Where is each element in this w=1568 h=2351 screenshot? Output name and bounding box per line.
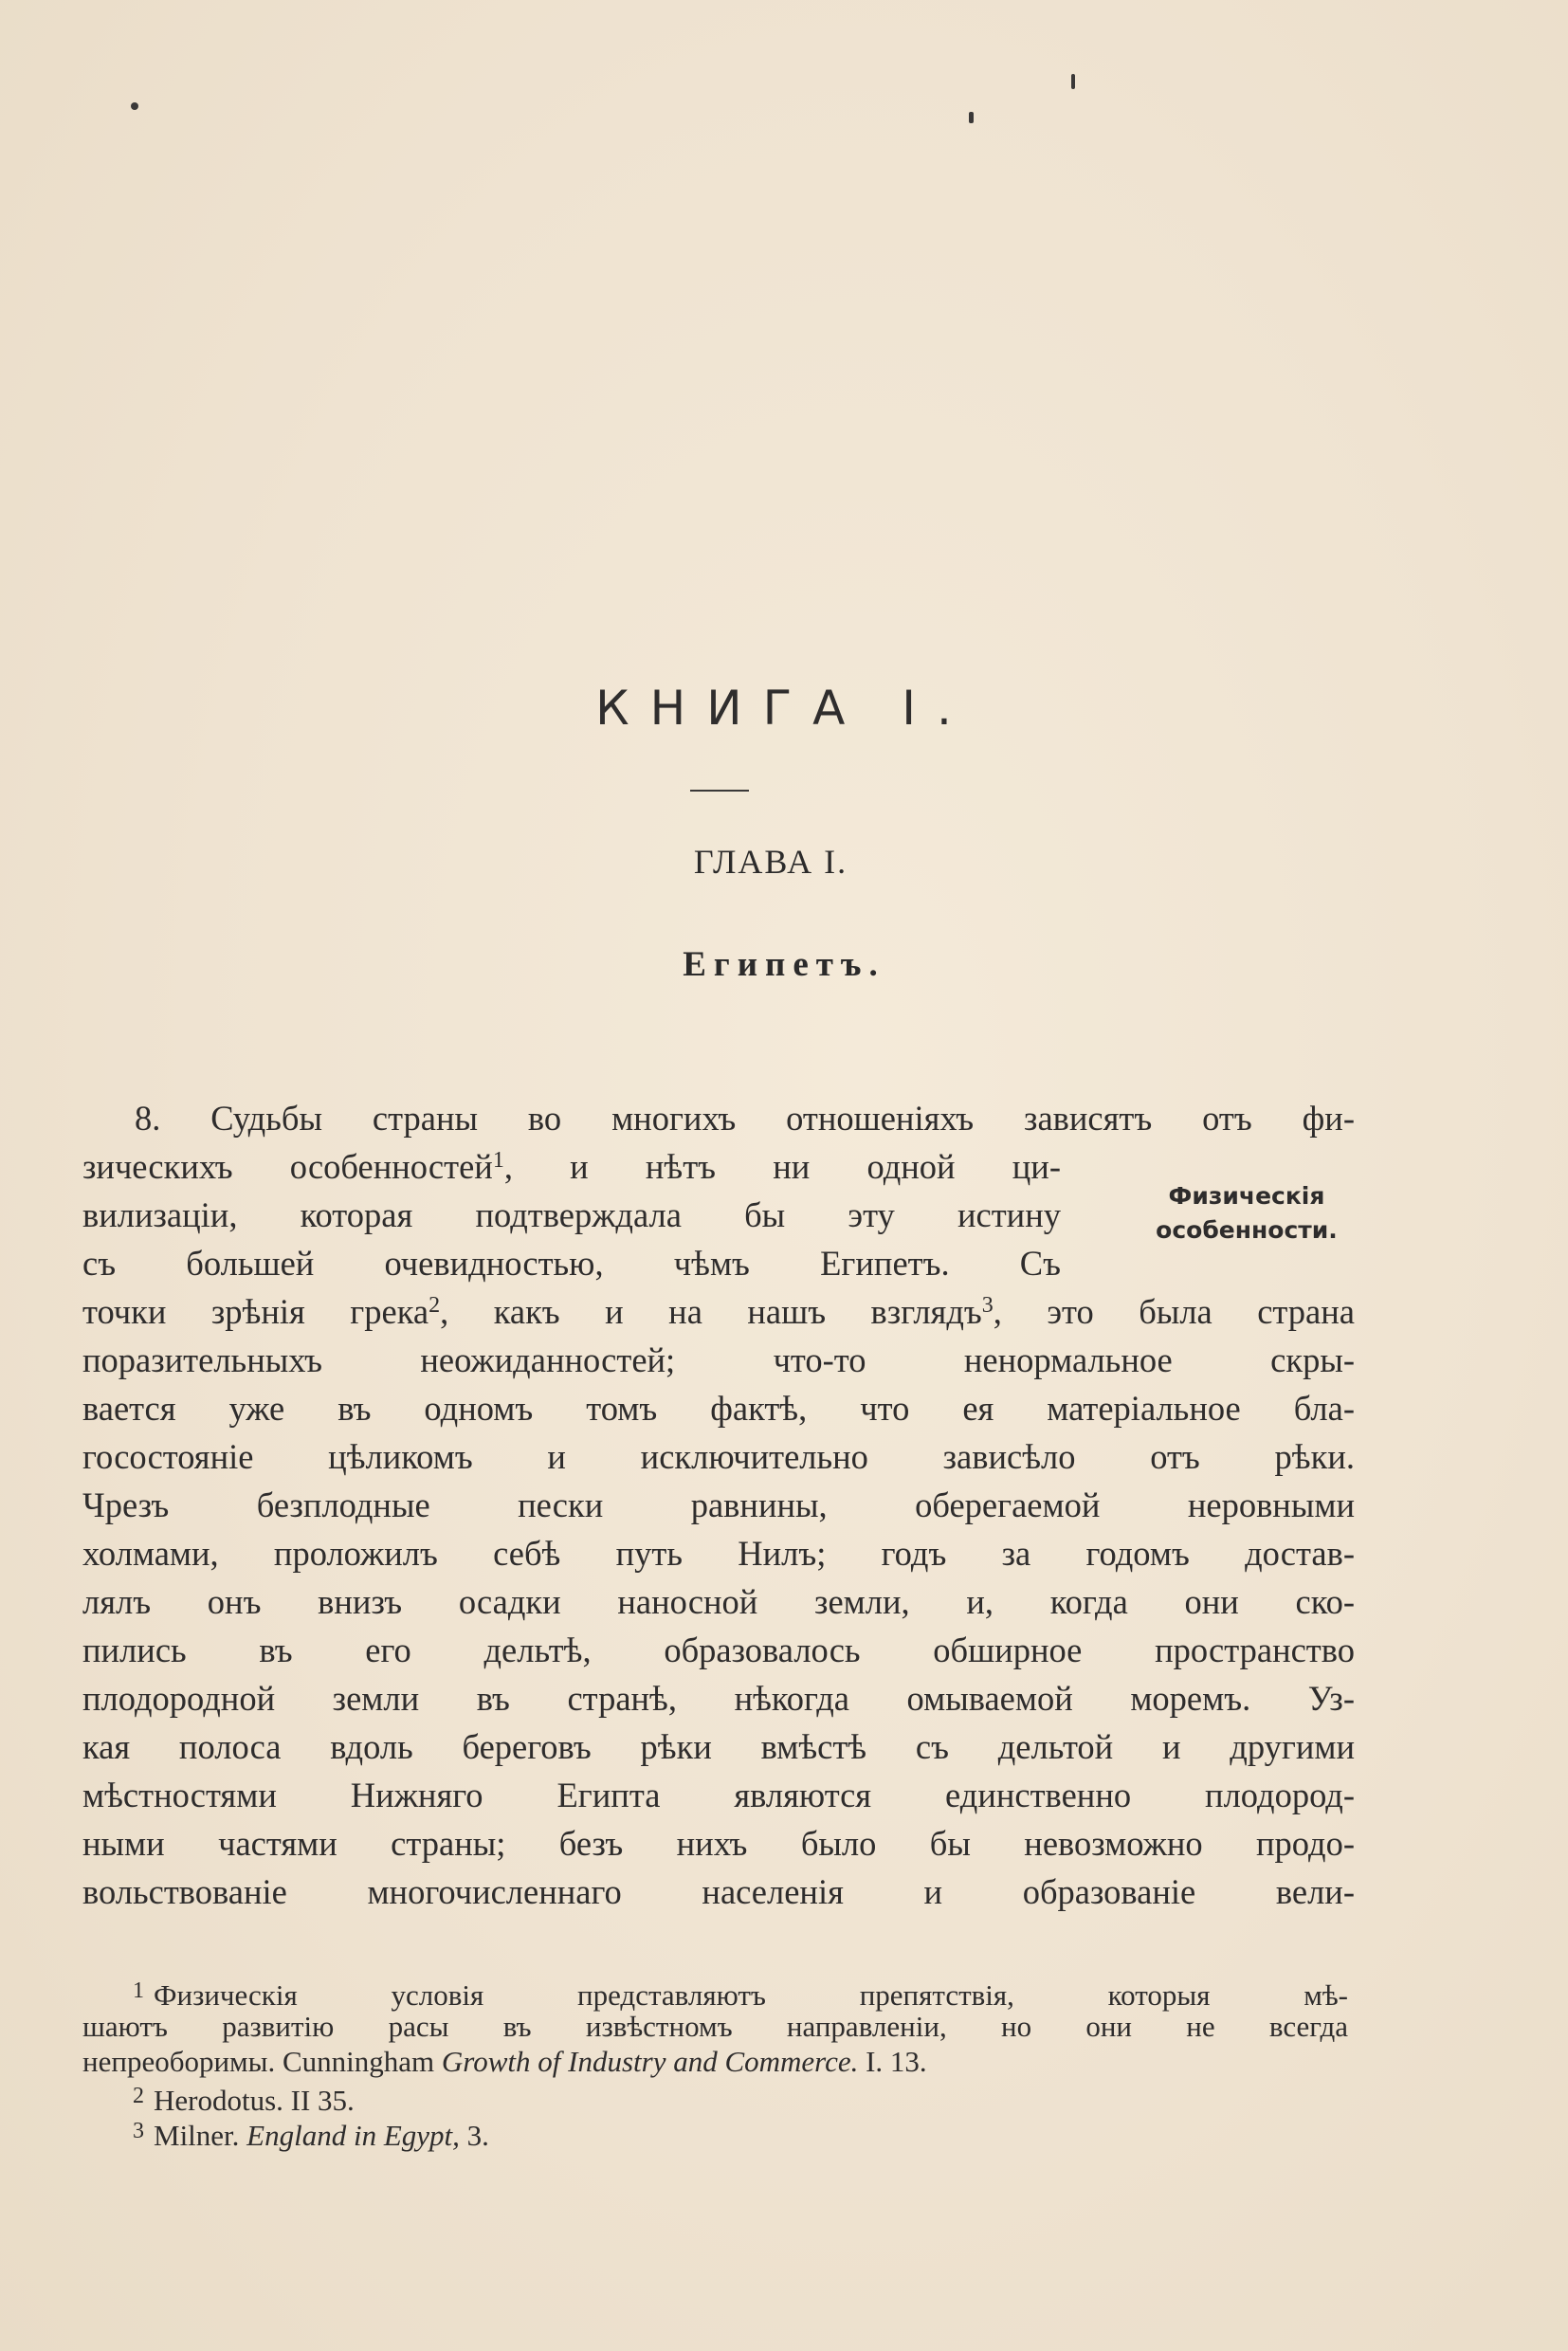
text-line: Чрезъ безплодные пески равнины, оберегаемой неровными — [82, 1485, 1355, 1524]
text-line: мѣстностями Нижняго Египта являются единственно плодород- — [82, 1776, 1355, 1814]
chapter-title: Египетъ. — [683, 945, 885, 984]
book-title: КНИГА I. — [595, 681, 973, 736]
text-line: кая полоса вдоль береговъ рѣки вмѣстѣ съ дельтой и другими — [82, 1727, 1355, 1766]
footnote-2 — [133, 2079, 1348, 2117]
chapter-label: ГЛАВА I. — [693, 843, 848, 881]
text-line: поразительныхъ неожиданностей; что-то ненормальное скры- — [82, 1340, 1355, 1379]
print-speck — [1071, 74, 1075, 89]
body-text — [82, 1094, 1355, 1916]
text-line: холмами, проложилъ себѣ путь Нилъ; годъ за годомъ достав- — [82, 1534, 1355, 1573]
footnote-1 — [133, 1974, 1348, 2012]
text-fragment: , это была страна — [993, 1292, 1355, 1331]
text-line: плодородной земли въ странѣ, нѣкогда омываемой моремъ. Уз- — [82, 1679, 1355, 1718]
footnote-ref: 3 — [981, 1293, 994, 1318]
footnote-italic: England in Egypt, — [246, 2119, 460, 2152]
footnote-number: 2 — [133, 2084, 144, 2108]
margin-note-line: особенности. — [1156, 1216, 1338, 1244]
footnote-3 — [133, 2114, 1348, 2152]
footnote-text: непреоборимы. Cunningham — [82, 2045, 442, 2078]
footnote-ref: 2 — [428, 1293, 441, 1318]
footnote-text: Herodotus. II 35. — [154, 2084, 355, 2117]
text-line: съ большей очевидностью, чѣмъ Египетъ. Съ — [82, 1244, 1061, 1283]
text-fragment: , и нѣтъ ни одной ци- — [503, 1147, 1061, 1186]
footnote-ref: 1 — [492, 1148, 504, 1173]
text-line: вольствованіе многочисленнаго населенія и образованіе вели- — [82, 1872, 1355, 1911]
footnote-1-cont: шаютъ развитію расы въ извѣстномъ направленіи, но они не всегда — [82, 2010, 1348, 2043]
footnote-text: 3. — [459, 2119, 489, 2152]
text-line: 8. Судьбы страны во многихъ отношеніяхъ зависятъ отъ фи- — [135, 1099, 1355, 1138]
text-fragment: , какъ и на нашъ взглядъ — [440, 1292, 982, 1331]
text-line — [82, 1287, 1355, 1336]
footnote-italic: Growth of Industry and Commerce. — [441, 2045, 859, 2078]
text-line: лялъ онъ внизъ осадки наносной земли, и, когда они ско- — [82, 1582, 1355, 1621]
print-speck — [131, 102, 138, 110]
text-line: вилизаціи, которая подтверждала бы эту истину — [82, 1195, 1061, 1234]
title-rule — [690, 790, 749, 792]
footnote-text: I. 13. — [858, 2045, 927, 2078]
footnote-number: 3 — [133, 2119, 144, 2143]
text-fragment: точки зрѣнія грека — [82, 1292, 429, 1331]
text-line: вается уже въ одномъ томъ фактѣ, что ея матеріальное бла- — [82, 1389, 1355, 1428]
footnote-number: 1 — [133, 1978, 144, 2003]
text-line: ными частями страны; безъ нихъ было бы невозможно продо- — [82, 1824, 1355, 1863]
text-line — [82, 1142, 1061, 1191]
text-line: пились въ его дельтѣ, образовалось обширное пространство — [82, 1631, 1355, 1669]
margin-note-line: Физическія — [1168, 1182, 1325, 1210]
footnote-text: Milner. — [154, 2119, 247, 2152]
print-speck — [969, 112, 974, 123]
footnote-text: Физическія условія представляютъ препятствія, которыя мѣ- — [154, 1978, 1348, 2012]
text-line: госостояніе цѣликомъ и исключительно зависѣло отъ рѣки. — [82, 1437, 1355, 1476]
text-fragment: зическихъ особенностей — [82, 1147, 493, 1186]
footnotes — [82, 1974, 1348, 2152]
footnote-1-cont — [82, 2044, 1348, 2079]
